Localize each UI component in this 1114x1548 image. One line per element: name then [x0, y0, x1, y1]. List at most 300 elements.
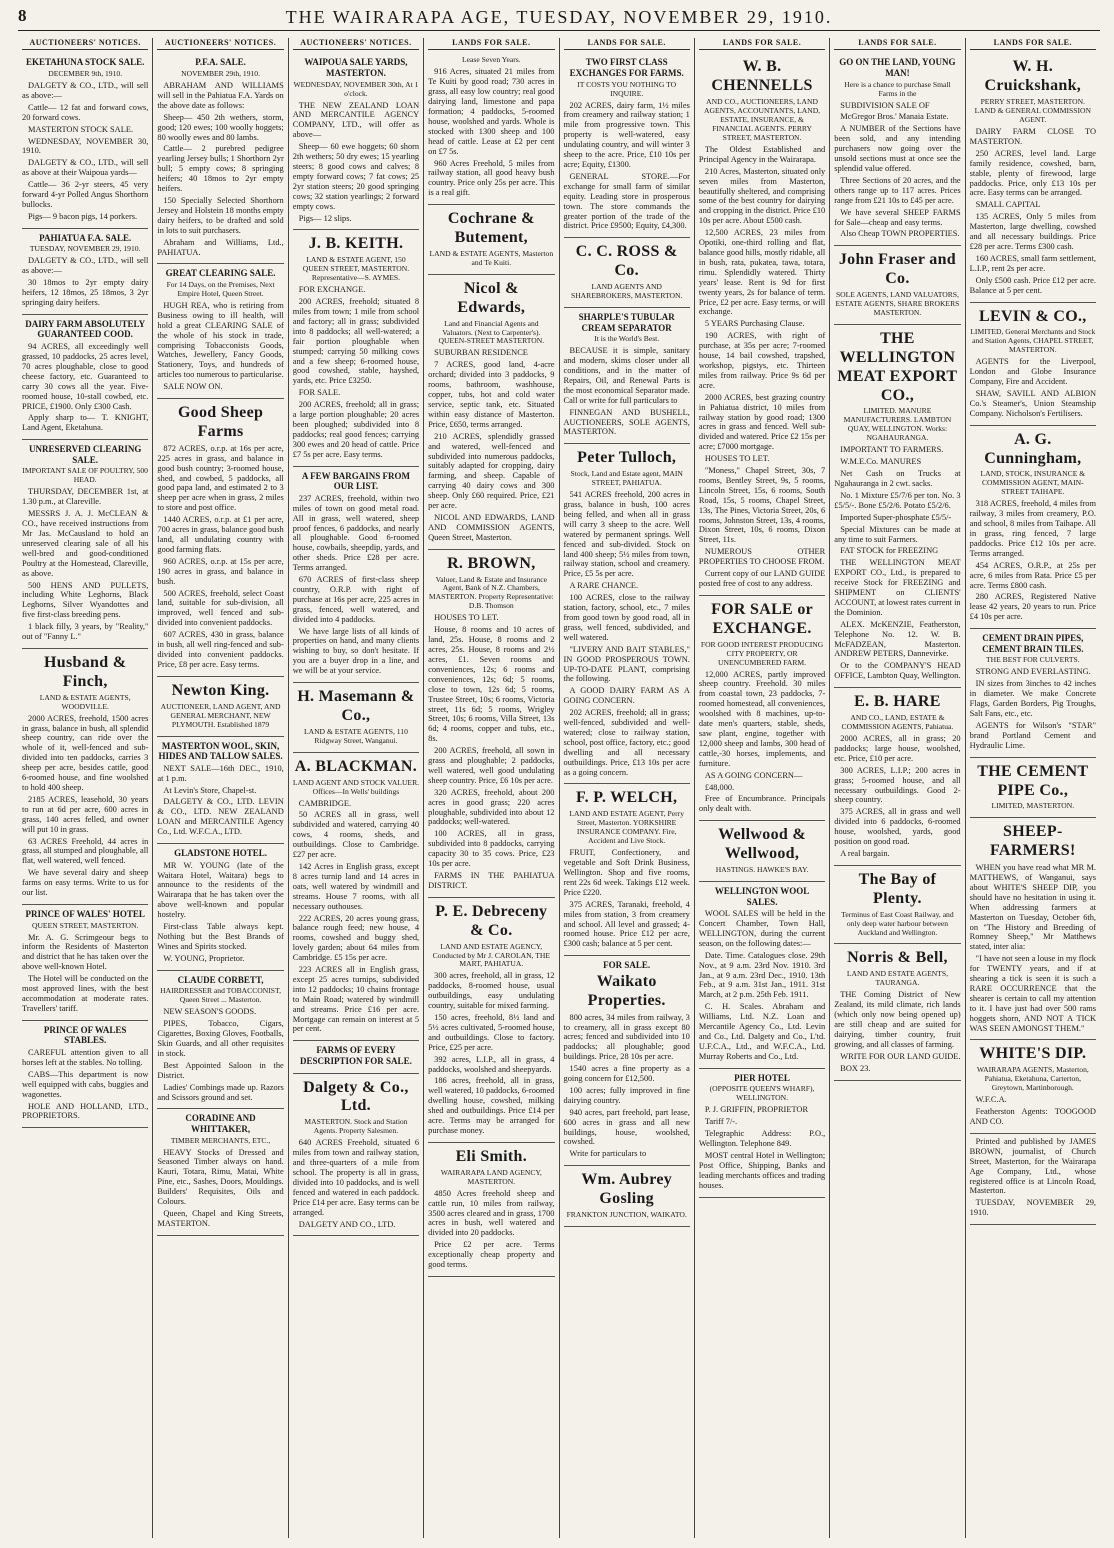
- ad-title: CLAUDE CORBETT,: [177, 974, 264, 985]
- ad-display-heading: Newton King.: [171, 681, 270, 699]
- ad-paragraph: BOX 23.: [840, 1063, 871, 1073]
- ad-display-heading: Waikato Properties.: [587, 972, 666, 1009]
- ad-body: [157, 444, 283, 670]
- advertisement: [699, 882, 825, 1069]
- ad-paragraph: 872 ACRES, o.r.p. at 16s per acre, 225 acres in grass, and balance in good bush country; 3-roomed house, shed, and cowbed, 5 paddocks, all good papa land, and estimated 2 to 3 sheep per acre when in grass, 2 miles to store and post office.: [157, 443, 284, 513]
- ad-paragraph: The Oldest Established and Principal Agency in the Wairarapa.: [698, 144, 826, 164]
- ad-paragraph: 223 ACRES all in English grass, except 25 acres turnips, subdivided into 12 paddocks; 10 chains frontage to Main Road; watered by windmill and streams. Price £16 per acre. Mortgage can remain on interest at 5 per cent.: [292, 965, 420, 1034]
- ad-paragraph: DALGETY & CO., LTD. LEVIN & CO., LTD. NEW ZEALAND LOAN and MERCANTILE Agency Co., Ltd. W.F.C.A., LTD.: [157, 797, 284, 837]
- ad-paragraph: 916 Acres, situated 21 miles from Te Kuiti by good road; 730 acres in grass, all easy low country; real good dairying land, limestone and papa formation; 4 paddocks, 5-roomed house, woolshed and yards. Whole is stocked with 1300 sheep and 100 head of cattle. Lease at £2 per cent on £7 5s.: [428, 67, 555, 156]
- ad-paragraph: 2000 ACRES, freehold, 1500 acres in grass, balance in bush, all splendid sheep country, can ride over the whole of it, well-fenced and sub-divided into ten paddocks, carries 3 sheep per acre, besides cattle, good 6-roomed house, and fine woolshed to hold 400 sheep.: [22, 713, 149, 792]
- advertisement: [22, 649, 148, 905]
- column-4: [424, 38, 559, 1538]
- advertisement: [970, 426, 1096, 629]
- advertisement: [834, 53, 960, 246]
- ad-subheading: WEDNESDAY, NOVEMBER 30th, At 1 o'clock.: [293, 79, 419, 98]
- ad-paragraph: SMALL CAPITAL: [975, 200, 1041, 210]
- ad-paragraph: 160 ACRES, small farm settlement, L.I.P., rent 2s per acre.: [969, 253, 1096, 273]
- ad-title: PAHIATUA F.A. SALE.: [39, 232, 132, 243]
- ad-paragraph: 318 ACRES, freehold, 4 miles from railway, 3 miles from creamery, P.O. and school, 8 miles from Taihape. All in grass, ring fenced, 7 large paddocks. Price £12 10s per acre. Terms arranged.: [969, 499, 1096, 558]
- ad-title: CORADINE AND WHITTAKER,: [185, 1113, 256, 1135]
- ad-display-heading: Wellwood & Wellwood,: [718, 826, 806, 863]
- ad-body: [157, 81, 283, 257]
- ad-paragraph: FOR EXCHANGE.: [298, 285, 366, 295]
- ad-paragraph: 300 acres, freehold, all in grass, 12 paddocks, 8-roomed house, usual outbuildings, easy undulating country, suitable for mixed farming.: [428, 971, 555, 1011]
- ad-paragraph: "Moness," Chapel Street, 30s, 7 rooms, Bentley Street, 9s, 5 rooms, Lincoln Street, 15s, 6 rooms, South Road, 15s, 5 rooms, Chapel Street, 13s, The Pines, Victoria Street, 20s, 6 rooms, Johnston Street, 13s, 4 rooms, Dixon Street, 10s, 6 rooms, Dixon Street, 11s.: [698, 466, 826, 545]
- ad-display-heading: A. BLACKMAN.: [294, 757, 418, 775]
- ad-paragraph: Special Mixtures can be made at any time to suit Farmers.: [834, 524, 961, 544]
- ad-body: [22, 1048, 148, 1121]
- ad-body: [428, 613, 554, 890]
- ad-paragraph: WEDNESDAY, NOVEMBER 30, 1910.: [22, 136, 149, 156]
- ad-title: GLADSTONE HOTEL.: [174, 848, 267, 859]
- advertisement: [970, 818, 1096, 1040]
- ad-subheading: QUEEN STREET, MASTERTON.: [31, 920, 139, 930]
- ad-body: [970, 667, 1096, 750]
- ad-paragraph: 100 ACRES, all in grass, subdivided into 8 paddocks, carrying capacity 30 to 35 cows. Price, £23 10s per acre.: [428, 829, 555, 869]
- ad-paragraph: 186 acres, freehold, all in grass, well watered, 10 paddocks, 6-roomed dwelling house, cowshed, milking shed and outbuildings. Price £14 per acre. Terms may be arranged for purchase money.: [428, 1076, 555, 1136]
- ad-body: [564, 101, 690, 232]
- ad-paragraph: Or to the COMPANY'S HEAD OFFICE, Lambton Quay, Wellington.: [834, 661, 961, 681]
- ad-paragraph: MR W. YOUNG (late of the Waitara Hotel, Waitara) begs to announce to the residents of the Wairarapa that he has taken over the above well-known and popular hostelry.: [157, 860, 284, 920]
- column-3: [289, 38, 424, 1538]
- ad-body: [22, 714, 148, 898]
- ad-paragraph: SUBDIVISION SALE OF: [840, 100, 930, 110]
- ad-paragraph: Date. Time. Catalogues close. 29th Nov., at 9 a.m. 23rd Nov. 1910. 3rd Jan., at 9 a.m. 23rd Dec., 1910. 13th Feb., at 9 a.m. 31st Jan., 1911. 31st March, at 2 p.m. 25th Feb. 1911.: [698, 950, 826, 1000]
- ad-display-heading: Husband & Finch,: [44, 653, 127, 690]
- ad-display-heading: Eli Smith.: [455, 1147, 528, 1165]
- ad-title: PIER HOTEL: [734, 1072, 790, 1083]
- advertisement: [157, 971, 283, 1110]
- advertisement: [157, 53, 283, 264]
- advertisement: [22, 315, 148, 440]
- ad-paragraph: Cattle— 12 fat and forward cows, 20 forward cows.: [22, 102, 149, 122]
- ad-subheading: TIMBER MERCHANTS, ETC.,: [170, 1135, 271, 1145]
- ad-paragraph: 375 ACRES, Taranaki, freehold, 4 miles from station, 3 from creamery and school. All level and grassed; 4-roomed house. Price £12 per acre, £300 cash; balance at 5 per cent.: [563, 899, 690, 949]
- advertisement: [834, 866, 960, 945]
- ad-paragraph: ALEX. McKENZIE, Featherston, Telephone No. 12. W. B. McFADZEAN, Masterton. ANDREW PETERS, Dannevirke.: [834, 619, 961, 659]
- ad-paragraph: DALGETY & CO., LTD., will sell as above at their Waipoua yards—: [22, 158, 149, 178]
- ad-paragraph: Cattle— 2 purebred pedigree yearling Jersey bulls; 1 Shorthorn 2yr bull; 5 empty cows; 8 springing heifers; 40 18mos to 2yr empty heifers.: [157, 144, 284, 194]
- ad-paragraph: P. J. GRIFFIN, PROPRIETOR: [704, 1105, 809, 1115]
- ad-body: [699, 145, 825, 589]
- column-heading: AUCTIONEERS' NOTICES.: [293, 38, 419, 50]
- ad-paragraph: HOLE AND HOLLAND, LTD., PROPRIETORS.: [22, 1101, 149, 1121]
- ad-paragraph: 150 acres, freehold, 8½ land and 5½ acres cultivated, 5-roomed house, and outbuildings. Close to factory. Price, £25 per acre.: [428, 1013, 555, 1052]
- ad-paragraph: Printed and published by JAMES BROWN, journalist, of Church Street, Masterton, for the Wairarapa Age Company, Ltd., whose registered office is at Lincoln Road, Masterton.: [969, 1136, 1096, 1196]
- ad-title: MASTERTON WOOL, SKIN, HIDES AND TALLOW SALES.: [158, 740, 283, 762]
- ad-display-heading: Good Sheep Farms: [177, 404, 264, 440]
- column-heading: LANDS FOR SALE.: [834, 38, 960, 50]
- ad-paragraph: Queen, Chapel and King Streets, MASTERTON.: [157, 1209, 284, 1228]
- ad-paragraph: FAT STOCK for FREEZING: [840, 546, 939, 556]
- ad-paragraph: Apply sharp to— T. KNIGHT, Land Agent, Eketahuna.: [22, 413, 149, 433]
- ad-body: [834, 734, 960, 859]
- ad-paragraph: MASTERTON STOCK SALE.: [28, 124, 134, 134]
- ad-paragraph: 200 ACRES, freehold; situated 8 miles from town; 1 mile from school and factory; all in grass; subdivided into 8 paddocks; all well-watered; a fair portion ploughable when stumped; carrying 50 milking cows and a few sheep; 6-roomed house, good cowshed, stable, hayshed, yards, etc. Price £3250.: [292, 297, 420, 386]
- column-heading: AUCTIONEERS' NOTICES.: [157, 38, 283, 50]
- ad-paragraph: 12,500 ACRES, 23 miles from Opotiki, one-third rolling and flat, balance good hills, mostly ridable, all in bush, rata, pukatea, tawa, totara, rimu. Splendidly watered. Thirty years' lease. Rent is 9d for first twenty years, 2s for balance of term. Price, £2 per acre. Easy terms, or will exchange.: [698, 228, 826, 317]
- ad-subheading: AND CO., LAND, ESTATE & COMMISSION AGENTS, Pahiatua.: [841, 713, 954, 732]
- ad-paragraph: First-class Table always kept. Nothing but the Best Brands of Wines and Spirits stocked.: [157, 922, 284, 951]
- advertisement: [699, 596, 825, 821]
- ad-subheading: LIMITED, MASTERTON.: [991, 801, 1075, 811]
- ad-paragraph: We have several SHEEP FARMS for Sale—cheap and easy terms.: [834, 207, 961, 227]
- ad-paragraph: 1 black filly, 3 years, by "Reality," out of "Fanny L.": [22, 622, 149, 642]
- ad-display-heading: Dalgety & Co., Ltd.: [303, 1078, 409, 1115]
- ad-paragraph: THE NEW ZEALAND LOAN AND MERCANTILE AGENCY COMPANY, LTD., will offer as above—: [292, 100, 420, 140]
- ad-paragraph: Best Appointed Saloon in the District.: [157, 1060, 284, 1080]
- ad-display-heading: F. P. WELCH,: [576, 789, 678, 807]
- advertisement: [428, 53, 554, 205]
- ad-paragraph: 237 ACRES, freehold, within two miles of town on good metal road. All in grass, well watered, sheep proof fences, 6 paddocks, and nearly all ploughable. Good 6-roomed house, cowbails, sheepdip, yards, and other sheds. Price £28 per acre. Terms arranged.: [292, 493, 420, 573]
- ad-paragraph: 150 Specially Selected Shorthorn Jersey and Holstein 18 months empty dairy heifers, to be drafted and sold in lots to suit purchasers.: [157, 195, 284, 235]
- column-heading: LANDS FOR SALE.: [564, 38, 690, 50]
- ad-paragraph: DALGETY & CO., LTD., will sell as above:—: [22, 256, 149, 276]
- ad-paragraph: AS A GOING CONCERN—: [704, 770, 803, 780]
- ad-body: [293, 494, 419, 676]
- ad-paragraph: Only £500 cash. Price £12 per acre. Balance at 5 per cent.: [969, 275, 1096, 295]
- ad-paragraph: The Hotel will be conducted on the most approved lines, with the best accommodation at moderate rates. Travellers' tariff.: [22, 974, 149, 1013]
- ad-title: EKETAHUNA STOCK SALE.: [25, 57, 145, 68]
- advertisement: [157, 1109, 283, 1235]
- advertisement: [22, 905, 148, 1021]
- ad-paragraph: Imported Super-phosphate £5/5/-: [840, 512, 952, 522]
- ad-body: [699, 670, 825, 815]
- ad-paragraph: 7 ACRES, good land, 4-acre orchard; divided into 3 paddocks, 9 rooms, bathroom, washhouse, copper, tubs, hot and cold water service, septic tank, etc. Situated within easy distance of Masterton. Price, £650, terms arranged.: [428, 360, 555, 429]
- ad-paragraph: 30 18mos to 2yr empty dairy heifers, 12 18mos, 25 18mos, 3 2yr springing dairy heifers.: [22, 278, 149, 307]
- ad-paragraph: 50 ACRES all in grass, well subdivided and watered, carrying 40 cows, 4 rooms, sheds, and outbuildings. Close to Cambridge. £27 per acre.: [292, 810, 420, 860]
- ad-title: FOR SALE.: [603, 960, 651, 971]
- ad-paragraph: CABS—This department is now well equipped with cabs, buggies and wagonettes.: [22, 1069, 149, 1099]
- ad-title: WELLINGTON WOOL SALES.: [714, 885, 810, 907]
- ad-subheading: THE BEST FOR CULVERTS.: [985, 655, 1080, 665]
- ad-paragraph: THE Coming District of New Zealand, its mild climate, rich lands (which only now being opened up) are still cheap and are suited for dairying, timber country, fruit growing, and all classes of farming.: [834, 990, 961, 1049]
- advertisement: [22, 1021, 148, 1129]
- ad-subheading: WAIRARAPA AGENTS, Masterton, Pahiatua, Eketahuna, Carterton, Greytown, Martinborough.: [976, 1065, 1089, 1093]
- ad-paragraph: 202 ACRES, dairy farm, 1½ miles from creamery and railway station; 1 mile from progressive town. This property is well-watered, easy undulating country, and will winter 3 sheep to the acre. Price, £10 10s per acre; Equity, £1300.: [563, 100, 690, 169]
- ad-paragraph: NUMEROUS OTHER PROPERTIES TO CHOOSE FROM.: [698, 547, 826, 567]
- ad-paragraph: 2000 ACRES, best grazing country in Pahiatua district, 10 miles from railway station by good road; 1300 acres in grass and fenced. Well sub-divided and watered. Price £2 15s per acre; £7000 mortgage.: [698, 392, 826, 452]
- ad-subheading: LAND AND ESTATE AGENTS, TAURANGA.: [846, 969, 948, 988]
- advertisement: [428, 898, 554, 1143]
- ad-subheading: Land and Financial Agents and Valuators. (Next to Carpenter's). QUEEN-STREET MASTERTON.: [438, 318, 545, 346]
- ad-paragraph: £48,000.: [704, 782, 735, 792]
- ad-display-heading: J. B. KEITH.: [308, 235, 404, 253]
- advertisement: [970, 629, 1096, 757]
- ad-paragraph: 500 HENS AND PULLETS, including White Leghorns, Black Leghorns, Silver Wyandottes and five first-class breeding pens.: [22, 580, 149, 620]
- ad-display-heading: The Bay of Plenty.: [858, 870, 937, 907]
- advertisement: [564, 784, 690, 956]
- advertisement: [428, 550, 554, 898]
- advertisement: [564, 956, 690, 1166]
- ad-body: [157, 301, 283, 392]
- ad-subheading: LAND & ESTATE AGENTS, WOODVILLE.: [39, 692, 131, 711]
- ad-paragraph: NICOL AND EDWARDS, LAND AND COMMISSION AGENTS, Queen Street, Masterton.: [428, 512, 555, 542]
- ad-paragraph: FARMS IN THE PAHIATUA DISTRICT.: [428, 871, 555, 890]
- ad-paragraph: 392 acres, L.I.P., all in grass, 4 paddocks, woolshed and sheepyards.: [428, 1054, 555, 1074]
- ad-subheading: Here is a chance to purchase Small Farms in the: [844, 79, 951, 98]
- ad-paragraph: Sheep— 450 2th wethers, storm, good; 120 ewes; 100 woolly hoggets; 80 woolly ewes and 80 lambs.: [157, 112, 284, 142]
- ad-paragraph: ABRAHAM AND WILLIAMS will sell in the Pahiatua F.A. Yards on the above date as follows:: [157, 81, 284, 110]
- ad-subheading: HAIRDRESSER and TOBACCONIST, Queen Street ... Masterton.: [160, 986, 281, 1005]
- ad-paragraph: FINNEGAN AND BUSHELL, AUCTIONEERS, SOLE AGENTS, MASTERTON.: [563, 407, 690, 437]
- advertisement: [293, 683, 419, 753]
- ad-subheading: TUESDAY, NOVEMBER 29, 1910.: [29, 244, 141, 254]
- ad-paragraph: W.M.E.Co. MANURES: [840, 457, 922, 467]
- ad-body: [564, 848, 690, 949]
- ad-display-heading: Peter Tulloch,: [577, 449, 677, 467]
- ad-display-heading: E. B. HARE: [854, 693, 941, 711]
- ad-paragraph: Featherston Agents: TOOGOOD AND CO.: [969, 1107, 1096, 1127]
- advertisement: [564, 238, 690, 308]
- ad-paragraph: CAMBRIDGE.: [298, 798, 352, 808]
- ad-paragraph: 94 ACRES, all exceedingly well grassed, 10 paddocks, 25 acres level, 70 acres ploughable, close to good cheese factory, etc. Guaranteed to carry 30 cows all the year. Five-roomed house, 10-stall cowbed, etc. PRICE, £1900. Only £300 Cash.: [22, 342, 149, 411]
- ad-paragraph: No. 1 Mixture £5/7/6 per ton. No. 3 £5/5/-. Bone £5/2/6. Potato £5/2/6.: [834, 490, 961, 510]
- ad-subheading: LAND & ESTATE AGENT, 150 QUEEN STREET, MASTERTON. Representative—S. AYMES.: [302, 255, 410, 283]
- ad-paragraph: 4850 Acres freehold sheep and cattle run, 10 miles from railway, 3500 acres cleared and in grass, 1700 acres in bush, well watered and divided into 20 paddocks.: [428, 1188, 555, 1238]
- ad-subheading: WAIRARAPA LAND AGENCY, MASTERTON.: [440, 1167, 542, 1186]
- ad-display-heading: Cochrane & Butement,: [447, 210, 535, 247]
- advertisement: [834, 944, 960, 1080]
- page-columns: [18, 38, 1100, 1538]
- ad-paragraph: W.F.C.A.: [975, 1095, 1007, 1105]
- ad-subheading: AUCTIONEER, LAND AGENT, AND GENERAL MERCHANT, NEW PLYMOUTH. Established 1879: [160, 701, 281, 729]
- ad-subheading: Stock, Land and Estate agent, MAIN STREET, PAHIATUA.: [570, 469, 683, 488]
- ad-title: CEMENT DRAIN PIPES, CEMENT BRAIN TILES.: [982, 633, 1084, 654]
- advertisement: [157, 399, 283, 677]
- ad-paragraph: At Levin's Store, Chapel-st.: [163, 785, 257, 795]
- ad-paragraph: House, 8 rooms and 10 acres of land, 25s. House, 8 rooms and 2 acres, 25s. House, 8 rooms and 2½ acres, £1. Seven rooms and conveniences, 12s; 6 rooms and conveniences, 12s; 6d; 5 rooms, close to town, 12s 6d; 5 rooms, Trustee Street, 10s; 6 rooms, Victoria street, 11s 6d; 5 rooms, Wrigley Street, 10s; 6 rooms, Villa Street, 13s 6d; 4 rooms, copper and tubs, etc., 8s.: [428, 625, 555, 744]
- ad-paragraph: 222 ACRES, 20 acres young grass, balance rough feed; new house, 4 rooms, cowshed and buggy shed, lovely garden; about 64 miles from Cambridge. £5 15s per acre.: [292, 913, 420, 963]
- advertisement: [22, 229, 148, 315]
- ad-body: [564, 490, 690, 777]
- ad-paragraph: 320 ACRES, freehold, about 200 acres in good grass; 220 acres ploughable, subdivided into about 12 paddocks; well-watered.: [428, 787, 555, 827]
- ad-body: [293, 285, 419, 459]
- ad-paragraph: 960 ACRES, o.r.p. at 15s per acre, 190 acres in grass, and balance in bush.: [157, 556, 284, 586]
- ad-paragraph: Also Cheap TOWN PROPERTIES.: [840, 229, 960, 239]
- ad-paragraph: Pigs— 12 slips.: [298, 213, 352, 223]
- ad-subheading: NOVEMBER 29th, 1910.: [181, 69, 261, 79]
- ad-paragraph: 2185 ACRES, leasehold, 30 years to run at 6d per acre, 600 acres in grass, 140 acres felled, and owner will put 10 in grass.: [22, 794, 149, 834]
- advertisement: [157, 677, 283, 737]
- advertisement: [293, 467, 419, 684]
- advertisement: [699, 53, 825, 595]
- ad-paragraph: HOUSES TO LET.: [704, 454, 770, 464]
- ad-display-heading: FOR SALE or EXCHANGE.: [711, 600, 814, 637]
- ad-subheading: LAND AGENTS AND SHAREBROKERS, MASTERTON.: [570, 282, 683, 301]
- ad-subheading: LAND & ESTATE AGENTS, Masterton and Te Kuiti.: [429, 248, 554, 267]
- advertisement: [970, 1134, 1096, 1225]
- ad-paragraph: Sheep— 60 ewe hoggets; 60 shorn 2th wethers; 50 dry ewes; 15 yearling steers; 8 good cows and calves; 8 empty forward cows; 7 fat cows; 25 2yr station steers; 20 good springing cows; 32 station yearlings; 2 forward empty cows.: [292, 142, 420, 211]
- ad-body: [22, 487, 148, 642]
- ad-subheading: LIMITED. MANURE MANUFACTURERS. LAMBTON QUAY, WELLINGTON. Works: NGAHAURANGA.: [843, 406, 952, 443]
- advertisement: [22, 53, 148, 228]
- column-heading: LANDS FOR SALE.: [699, 38, 825, 50]
- ad-paragraph: 200 ACRES, freehold; all in grass; a large portion ploughable; 20 acres been ploughed; subdivided into 8 paddocks; real good fences; carrying 300 ewes and 20 head of cattle. Price £7 5s per acre. Easy terms.: [292, 400, 420, 459]
- column-6: [695, 38, 830, 1538]
- ad-subheading: SOLE AGENTS, LAND VALUATORS, ESTATE AGENTS, SHARE BROKERS MASTERTON.: [835, 290, 960, 317]
- ad-paragraph: Cattle— 36 2-yr steers, 45 very forward 4-yr Polled Angus Shorthorn bullocks.: [22, 180, 149, 209]
- ad-paragraph: 454 ACRES, O.R.P., at 25s per acre, 6 miles from Rata. Price £5 per acre. Terms £800 cash.: [969, 560, 1096, 590]
- advertisement: [834, 246, 960, 325]
- ad-subheading: IMPORTANT SALE OF POULTRY, 500 HEAD.: [22, 466, 148, 485]
- ad-paragraph: AGENTS for the Liverpool, London and Globe Insurance Company, Fire and Accident.: [969, 357, 1096, 387]
- ad-body: [428, 971, 554, 1136]
- column-heading: AUCTIONEERS' NOTICES.: [22, 38, 148, 50]
- ad-paragraph: 12,000 ACRES, partly improved sheep country. Freehold. 30 miles from coastal town, 23 paddocks, 7-roomed homestead, all conveniences, woolshed with 8 machines, up-to-date men's quarters, stable, sheds, saw plant, engine, together with 12,000 sheep and lambs, 300 head of cattle,-30 horses, implements, and furniture.: [698, 669, 826, 768]
- ad-paragraph: CAREFUL attention given to all horses left at the stables. No tolling.: [22, 1047, 149, 1067]
- ad-title: FARMS OF EVERY DESCRIPTION FOR SALE.: [300, 1045, 412, 1066]
- ad-subheading: Valuer, Land & Estate and Insurance Agent, Bank of N.Z. Chambers, MASTERTON. Property Representative: D.B. Thomson: [428, 574, 554, 611]
- advertisement: [834, 325, 960, 688]
- ad-display-heading: C. C. ROSS & Co.: [575, 243, 678, 280]
- ad-paragraph: "LIVERY AND BAIT STABLES," IN GOOD PROSPEROUS TOWN. UP-TO-DATE PLANT, comprising the following.: [563, 644, 690, 684]
- ad-subheading: MASTERTON. Stock and Station Agents. Property Salesmen.: [304, 1117, 408, 1136]
- ad-subheading: LAND AGENT AND STOCK VALUER. Offices—In Wells' buildings: [292, 777, 420, 796]
- ad-subheading: LIMITED, General Merchants and Stock and Station Agents, CHAPEL STREET, MASTERTON.: [970, 327, 1096, 355]
- advertisement: [428, 275, 554, 550]
- ad-body: [157, 1007, 283, 1102]
- ad-paragraph: 100 ACRES, close to the railway station, factory, school, etc., 7 miles from good town by good road, all in grass, well fenced, subdivided, and well watered.: [563, 593, 690, 642]
- ad-paragraph: 640 ACRES Freehold, situated 6 miles from town and railway station, and three-quarters of a mile from school. The property is all in grass, divided into 10 paddocks, and is well fenced and watered in each paddock. Price £14 per acre. Easy terms can be arranged.: [292, 1138, 420, 1217]
- ad-body: [157, 1148, 283, 1229]
- ad-title: PRINCE OF WALES STABLES.: [43, 1024, 127, 1046]
- ad-paragraph: TUESDAY, NOVEMBER 29, 1910.: [969, 1198, 1096, 1218]
- advertisement: [428, 205, 554, 275]
- ad-display-heading: A. G. Cunningham,: [984, 430, 1082, 467]
- ad-body: [293, 1138, 419, 1229]
- ad-subheading: FOR GOOD INTEREST PRODUCING CITY PROPERTY, OR UNENCUMBERED FARM.: [700, 639, 824, 667]
- ad-paragraph: We have several dairy and sheep farms on easy terms. Write to us for our list.: [22, 868, 149, 898]
- advertisement: [834, 688, 960, 866]
- ad-paragraph: MOST central Hotel in Wellington; Post Office, Shipping, Banks and leading merchants offices and trading houses.: [698, 1150, 826, 1190]
- ad-subheading: LAND AND ESTATE AGENT, Perry Street, Masterton. YORKSHIRE INSURANCE COMPANY. Fire, Accident and Live Stock.: [569, 809, 684, 846]
- ad-subheading: For 14 Days, on the Premises, Next Empire Hotel, Queen Street.: [166, 280, 275, 298]
- ad-paragraph: NEW SEASON'S GOODS.: [163, 1007, 257, 1017]
- ad-subheading: It is the World's Best.: [594, 334, 660, 344]
- ad-paragraph: Free of Encumbrance. Principals only dealt with.: [698, 794, 826, 814]
- ad-body: [834, 445, 960, 681]
- ad-paragraph: FRUIT, Confectionery, and vegetable and Soft Drink Business, Wellington. Shop and five rooms, rent 22s 6d week. Takings £12 week. Price £220.: [563, 848, 690, 897]
- ad-paragraph: 800 acres, 34 miles from railway, 3 to creamery, all in grass except 80 acres; fenced and subdivided into 10 paddocks; all ploughable; good buildings. Price, 28 10s per acre.: [563, 1012, 690, 1062]
- ad-paragraph: We have large lists of all kinds of properties on hand, and many clients wishing to buy, so don't hesitate. If you are a buyer drop in a line, and we will be at your service.: [292, 626, 420, 676]
- ad-title: PRINCE OF WALES' HOTEL: [25, 908, 145, 919]
- ad-paragraph: A real bargain.: [840, 848, 890, 858]
- advertisement: [970, 758, 1096, 819]
- column-7: [830, 38, 965, 1538]
- ad-paragraph: WHEN you have read what MR M. MATTHEWS, of Wanganui, says about WHITE'S SHEEP DIP, you should have no hesitation in using it. When addressing farmers at Masterton on Tuesday, October 6th, on "The History and Breeding of Romney Sheep," Mr Matthews stated, inter alia:: [969, 863, 1096, 952]
- ad-display-heading: SHEEP-FARMERS!: [989, 823, 1076, 860]
- ad-display-heading: W. B. CHENNELLS: [711, 58, 813, 95]
- ad-paragraph: 280 ACRES, Registered Native lease 42 years, 20 years to run. Price £4 10s per acre.: [969, 592, 1096, 622]
- ad-subheading: Terminus of East Coast Railway, and only deep water harbour between Auckland and Wellington.: [841, 909, 954, 937]
- ad-paragraph: Mr. A. G. Scrimgeour begs to inform the Residents of Masterton and district that he has taken over the above well-known Hotel.: [22, 932, 149, 972]
- ad-display-heading: LEVIN & CO.,: [979, 307, 1087, 325]
- ad-title: GO ON THE LAND, YOUNG MAN!: [839, 57, 956, 79]
- ad-paragraph: Abraham and Williams, Ltd., PAHIATUA.: [157, 237, 284, 257]
- ad-subheading: HASTINGS. HAWKE'S BAY.: [715, 864, 809, 874]
- ad-paragraph: DALGETY & CO., LTD., will sell as above:—: [22, 81, 149, 100]
- ad-paragraph: 375 ACRES, all in grass and well divided into 6 paddocks, 6-roomed house, woolshed, yards, good position on good road.: [834, 807, 961, 847]
- advertisement: [699, 821, 825, 882]
- ad-display-heading: Norris & Bell,: [847, 949, 948, 967]
- ad-body: [22, 81, 148, 222]
- ad-paragraph: Current copy of our LAND GUIDE posted free of cost to any address.: [698, 569, 826, 589]
- ad-paragraph: 202 ACRES, freehold; all in grass; well-fenced, subdivided and well-watered; close to railway station, school, post office, factory, etc.; good dwelling and all necessary outbuildings. Price, £13 10s per acre as a going concern.: [563, 708, 690, 777]
- ad-paragraph: 210 ACRES, splendidly grassed and watered, well-fenced and subdivided into numerous paddocks, suitably adapted for cropping, dairy farming, and sheep. Capable of carrying 40 dairy cows and 300 sheep. Only £60 required. Price, £21 per acre.: [428, 431, 555, 511]
- ad-paragraph: Pigs— 9 bacon pigs, 14 porkers.: [28, 211, 138, 221]
- ad-paragraph: 1440 ACRES, o.r.p. at £1 per acre, 700 acres in grass, balance good bush land, all undulating country with good farming flats.: [157, 515, 284, 554]
- ad-paragraph: 63 ACRES Freehold, 44 acres in grass, all stumped and ploughable, all flat, well watered, well fenced.: [22, 836, 149, 866]
- column-heading: LANDS FOR SALE.: [428, 38, 554, 50]
- advertisement: [970, 303, 1096, 426]
- ad-body: [428, 348, 554, 542]
- ad-paragraph: MESSRS J. A. J. McCLEAN & CO., have received instructions from Mr Jas. McCausland to hold an unreserved clearing sale of all his well-bred and good-conditioned Poultry at the Homestead, Clareville, as above.: [22, 509, 149, 578]
- advertisement: [293, 53, 419, 230]
- ad-title: P.F.A. SALE.: [195, 57, 246, 68]
- ad-body: [970, 357, 1096, 418]
- ad-display-heading: John Fraser and Co.: [838, 251, 956, 288]
- advertisement: [293, 1041, 419, 1073]
- column-8: [966, 38, 1100, 1538]
- ad-paragraph: 142 Acres in English grass, except 8 acres turnip land and 14 acres in oats, well watered by windmill and streams. House 7 rooms, with all necessary outhouses.: [292, 861, 420, 911]
- ad-body: [157, 861, 283, 964]
- ad-title: TWO FIRST CLASS EXCHANGES FOR FARMS.: [569, 57, 684, 79]
- ad-paragraph: Net Cash on Trucks at Ngahauranga in 2 cwt. sacks.: [834, 469, 961, 488]
- ad-body: [970, 127, 1096, 296]
- ad-title: WAIPOUA SALE YARDS, MASTERTON.: [304, 57, 408, 79]
- ad-paragraph: IN sizes from 3inches to 42 inches in diameter. We make Concrete Flags, Garden Borders, Pig Troughs, Salt Fans, etc., etc.: [969, 679, 1096, 718]
- ad-subheading: LAND, STOCK, INSURANCE & COMMISSION AGENT, MAIN-STREET TAIHAPE.: [980, 469, 1086, 497]
- ad-paragraph: A RARE CHANCE.: [569, 581, 639, 591]
- ad-body: [834, 101, 960, 240]
- ad-body: [970, 1137, 1096, 1218]
- ad-paragraph: 670 ACRES of first-class sheep country, O.R.P. with right of purchase at 16s per acre, 225 acres in grass, fenced, well watered, and divided into 4 paddocks.: [292, 575, 420, 624]
- ad-paragraph: C. H. Scales. Abraham and Williams, Ltd. N.Z. Loan and Mercantile Agency Co., Ltd. Levin and Co., Ltd. Dalgety and Co., L'td. U.F.C.A., Ltd., and W.F.C.A., Ltd. Murray Roberts and Co., Ltd.: [698, 1002, 826, 1061]
- ad-paragraph: PIPES, Tobacco, Cigars, Cigarettes, Boxing Gloves, Footballs, Skin Guards, and all other requisites in stock.: [157, 1019, 284, 1058]
- ad-body: [564, 1013, 690, 1160]
- column-5: [560, 38, 695, 1538]
- advertisement: [970, 1040, 1096, 1133]
- newspaper-title: THE WAIRARAPA AGE, TUESDAY, NOVEMBER 29, 1910.: [285, 7, 833, 27]
- ad-body: [970, 1095, 1096, 1127]
- ad-body: [22, 933, 148, 1014]
- ad-paragraph: 190 ACRES, with right of purchase, at 35s per acre; 7-roomed house, 14 bail cowshed, trapshed, workshop, pigstys, etc. Thirteen miles from railway. Price 9s 6d per acre.: [698, 331, 826, 390]
- ad-paragraph: GENERAL STORE.—For exchange for small farm of similar equity. Leading store in prosperous town. The store commands the greater portion of the trade of the district. Price £9500; Equity, £4,300.: [563, 171, 690, 231]
- ad-paragraph: NEXT SALE—16th DEC., 1910, at 1 p.m.: [157, 763, 284, 783]
- ad-paragraph: 300 ACRES, L.I.P.; 200 acres in grass; 5-roomed house, and all necessary outbuildings. Good 2-sheep country.: [834, 765, 961, 805]
- advertisement: [22, 440, 148, 649]
- column-1: [18, 38, 153, 1538]
- ad-paragraph: 940 acres, part freehold, part lease, 600 acres in grass and all new buildings, house, woolshed, cowshed.: [563, 1107, 690, 1147]
- ad-subheading: DECEMBER 9th, 1910.: [48, 69, 123, 79]
- ad-paragraph: 135 ACRES, Only 5 miles from Masterton, large dwelling, cowshed and all necessary buildings. Price £28 per acre. Terms £300 cash.: [969, 212, 1096, 252]
- ad-paragraph: 607 ACRES, 430 in grass, balance in bush, all well ring-fenced and sub-divided into convenient paddocks. Price, £8 per acre. Easy terms.: [157, 630, 284, 669]
- ad-paragraph: IMPORTANT TO FARMERS.: [840, 445, 944, 455]
- page-number: 8: [18, 6, 27, 25]
- ad-body: [22, 256, 148, 308]
- ad-paragraph: 2000 ACRES, all in grass; 20 paddocks; large house, woolshed, etc. Price, £10 per acre.: [834, 733, 961, 763]
- ad-body: [564, 346, 690, 437]
- advertisement: [564, 444, 690, 784]
- ad-body: [428, 1189, 554, 1270]
- advertisement: [157, 737, 283, 845]
- ad-paragraph: AGENTS for Wilson's "STAR" brand Portland Cement and Hydraulic Lime.: [969, 720, 1096, 750]
- ad-display-heading: THE WELLINGTON MEAT EXPORT CO.,: [837, 329, 958, 404]
- ad-body: [970, 499, 1096, 622]
- column-2: [153, 38, 288, 1538]
